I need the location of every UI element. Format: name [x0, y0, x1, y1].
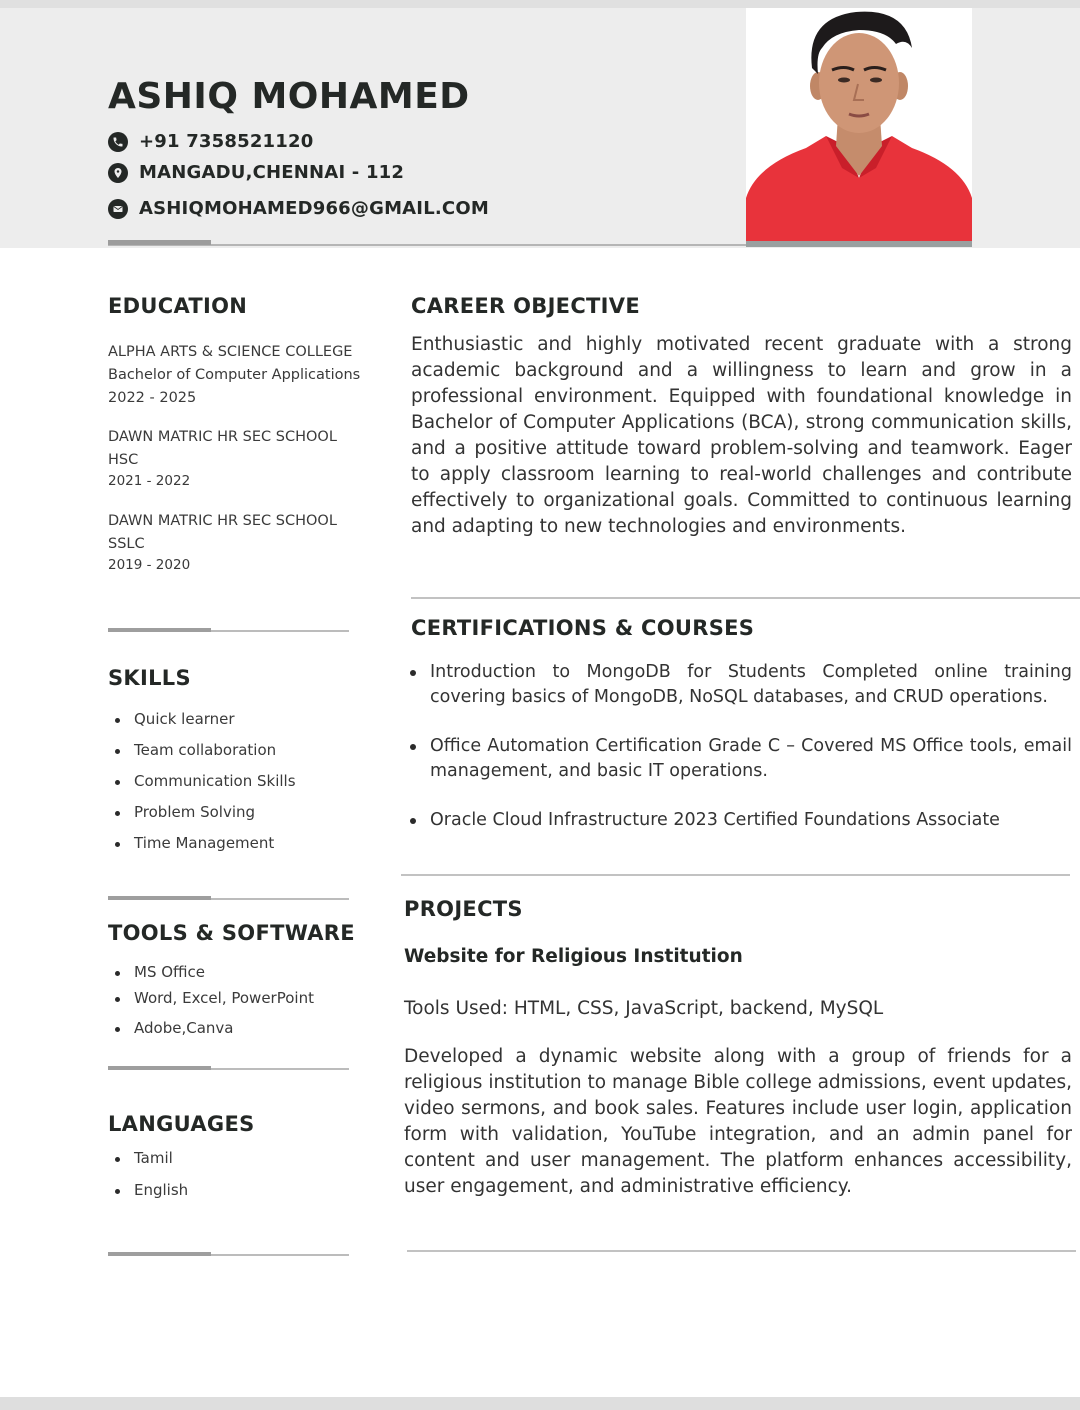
contact-phone	[108, 131, 313, 152]
project-title: Website for Religious Institution	[404, 946, 743, 967]
skill-item: Problem Solving	[114, 803, 296, 834]
skill-item: Communication Skills	[114, 772, 296, 803]
envelope-icon	[108, 199, 128, 219]
bottom-border	[0, 1397, 1080, 1410]
language-item: Tamil	[114, 1149, 188, 1181]
section-divider	[108, 630, 349, 632]
skills-heading: SKILLS	[108, 666, 191, 690]
section-divider	[108, 1068, 349, 1070]
phone-icon	[108, 132, 128, 152]
language-item: English	[114, 1181, 188, 1213]
skill-item: Quick learner	[114, 710, 296, 741]
education-entry	[108, 426, 337, 491]
education-years: 2019 - 2020	[108, 557, 191, 573]
certification-item: Office Automation Certification Grade C – Covered MS Office tools, email management, and basic IT operations.	[410, 734, 1072, 784]
certifications-list	[410, 660, 1072, 833]
tool-item: Adobe,Canva	[114, 1019, 314, 1049]
section-divider-accent	[108, 628, 211, 632]
email-address: ASHIQMOHAMED966@GMAIL.COM	[139, 198, 489, 219]
section-divider	[401, 874, 1070, 876]
section-divider	[108, 898, 349, 900]
education-degree: SSLC	[108, 536, 145, 552]
tool-item: MS Office	[114, 963, 314, 989]
section-divider-accent	[108, 1066, 211, 1070]
photo-underline	[746, 241, 972, 247]
candidate-name: ASHIQ MOHAMED	[108, 76, 470, 117]
project-tools-used: Tools Used: HTML, CSS, JavaScript, backend, MySQL	[404, 998, 884, 1019]
section-divider	[411, 597, 1080, 599]
location-pin-icon	[108, 163, 128, 183]
languages-heading: LANGUAGES	[108, 1112, 255, 1136]
languages-list	[114, 1149, 188, 1213]
person-portrait-icon	[746, 8, 972, 241]
education-heading: EDUCATION	[108, 294, 248, 318]
education-degree: Bachelor of Computer Applications	[108, 367, 361, 383]
career-objective-text: Enthusiastic and highly motivated recent graduate with a strong academic background and a willingness to learn and grow in a professional environment. Equipped with foundational knowledge in Bachelor of Computer Applications (BCA), strong communication skills, and a positive attitude toward problem-solving and teamwork. Eager to apply classroom learning to real-world challenges and contribute effectively to organizational goals. Committed to continuous learning and adapting to new technologies and environments.	[411, 334, 1072, 537]
career-objective-heading: CAREER OBJECTIVE	[411, 294, 640, 318]
education-years: 2021 - 2022	[108, 473, 191, 489]
phone-number: +91 7358521120	[139, 131, 314, 152]
skill-item: Time Management	[114, 834, 296, 865]
contact-email	[108, 198, 489, 219]
education-institution: DAWN MATRIC HR SEC SCHOOL	[108, 513, 337, 529]
project-description: Developed a dynamic website along with a group of friends for a religious institution to manage Bible college admissions, event updates, video sermons, and book sales. Features include user login, application form with validation, YouTube integration, and an admin panel for content and user management. The platform enhances accessibility, user engagement, and administrative efficiency.	[404, 1046, 1072, 1197]
contact-location	[108, 162, 404, 183]
tool-item: Word, Excel, PowerPoint	[114, 989, 314, 1019]
skills-list	[114, 710, 296, 865]
tools-heading: TOOLS & SOFTWARE	[108, 921, 355, 945]
location-text: MANGADU,CHENNAI - 112	[139, 162, 405, 183]
education-institution: ALPHA ARTS & SCIENCE COLLEGE	[108, 344, 353, 360]
projects-heading: PROJECTS	[404, 897, 523, 921]
education-entry	[108, 510, 337, 575]
top-border	[0, 0, 1080, 8]
certification-item: Introduction to MongoDB for Students Completed online training covering basics of MongoDB, NoSQL databases, and CRUD operations.	[410, 660, 1072, 710]
section-divider-accent	[108, 896, 211, 900]
certification-item: Oracle Cloud Infrastructure 2023 Certified Foundations Associate	[410, 808, 1072, 833]
certifications-heading: CERTIFICATIONS & COURSES	[411, 616, 755, 640]
tools-list	[114, 963, 314, 1049]
header-divider-accent	[108, 240, 211, 245]
education-years: 2022 - 2025	[108, 390, 197, 406]
section-divider	[108, 1254, 349, 1256]
education-entry	[108, 341, 360, 410]
education-institution: DAWN MATRIC HR SEC SCHOOL	[108, 429, 337, 445]
skill-item: Team collaboration	[114, 741, 296, 772]
section-divider	[407, 1250, 1076, 1252]
section-divider-accent	[108, 1252, 211, 1256]
education-degree: HSC	[108, 452, 139, 468]
profile-photo	[746, 8, 972, 241]
